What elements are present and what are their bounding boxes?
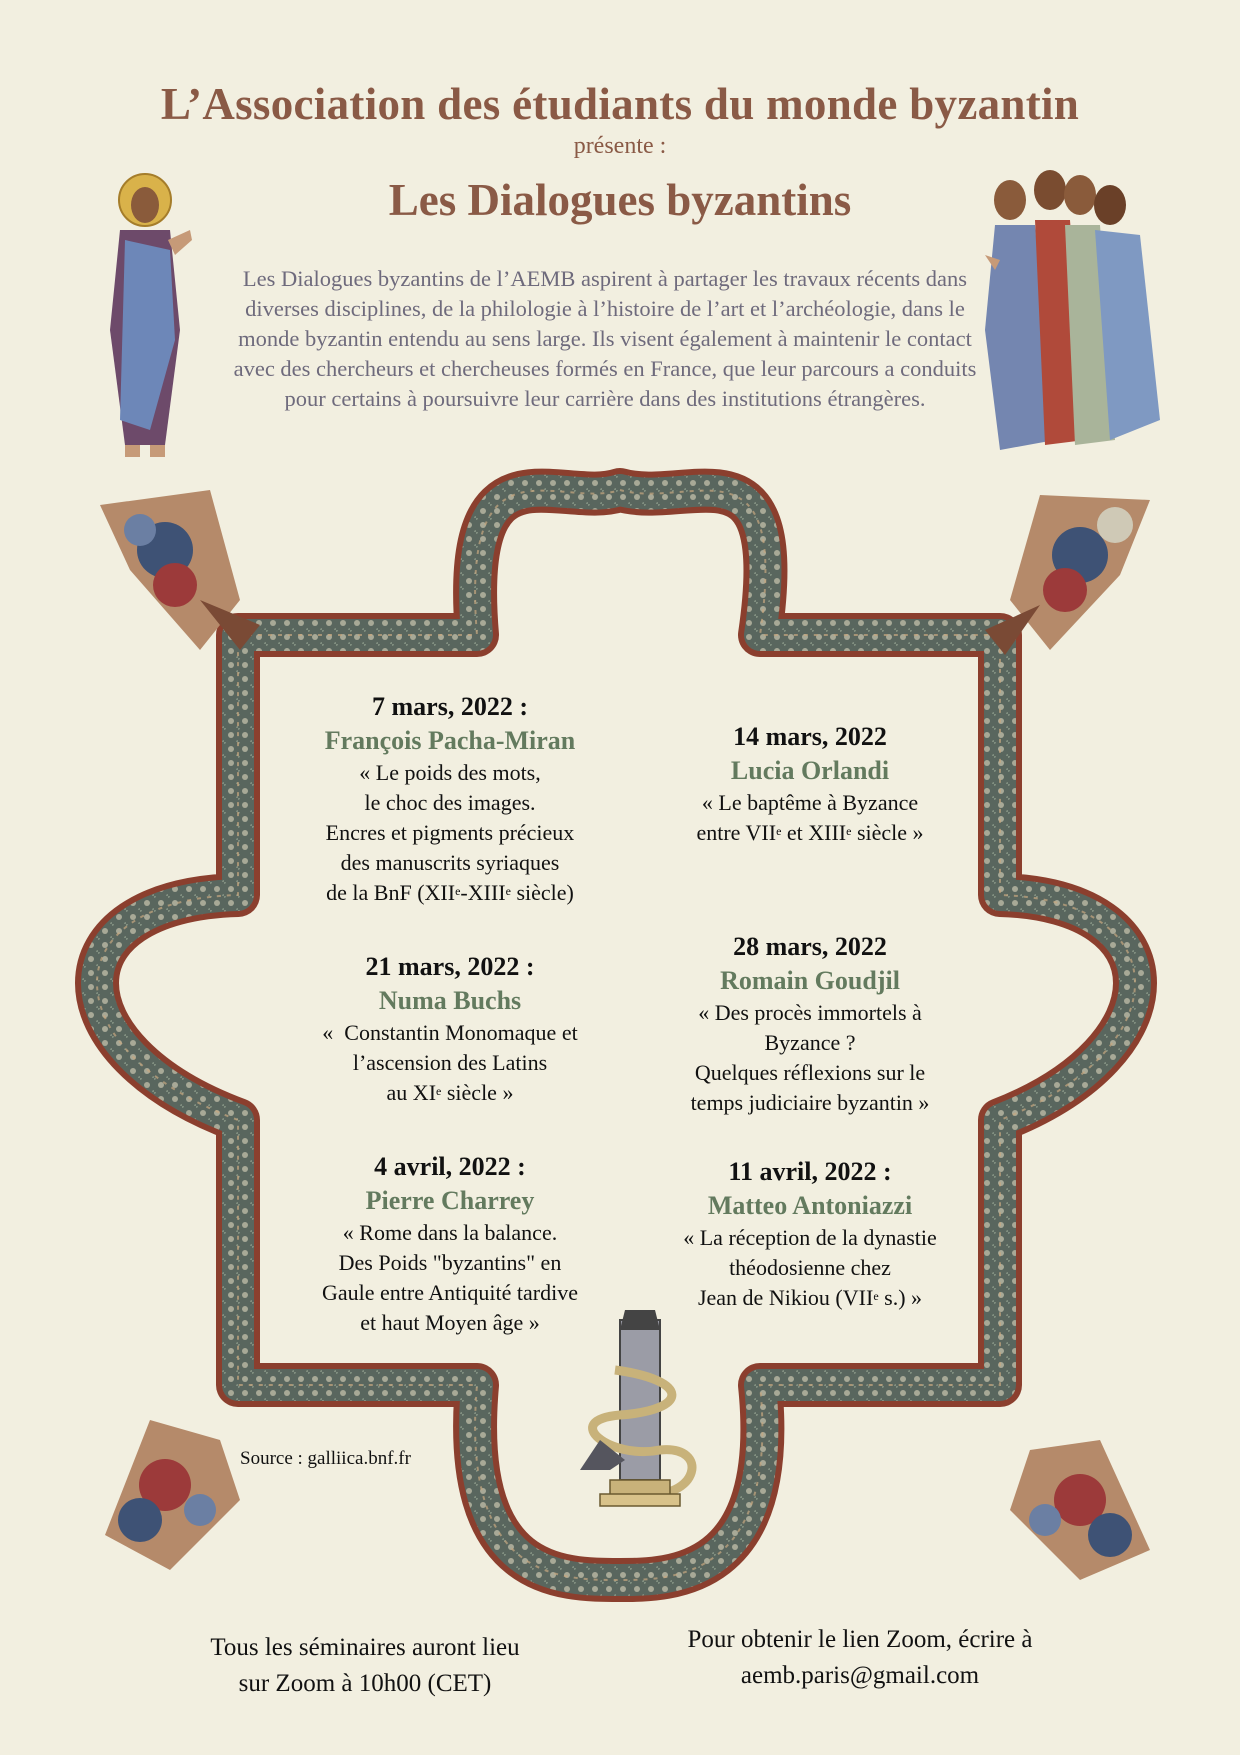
event-date: 11 avril, 2022 : [728,1157,892,1186]
event-date: 21 mars, 2022 : [365,952,535,981]
corner-ornament-top-left [100,490,260,650]
event-date: 7 mars, 2022 : [372,692,528,721]
event-talk: « Le baptême à Byzance entre VIIe et XIIIe siècle » [696,790,924,845]
footer-left-line-2: sur Zoom à 10h00 (CET) [238,1670,492,1697]
footer-zoom-schedule [130,1630,600,1702]
event-3 [270,950,630,1108]
footer-left-line-1: Tous les séminaires auront lieu [210,1634,520,1661]
event-speaker: Matteo Antoniazzi [707,1191,913,1220]
footer-zoom-contact [620,1622,1100,1694]
event-talk: « La réception de la dynastie théodosienne chez Jean de Nikiou (VIIe s.) » [683,1225,937,1310]
event-speaker: Lucia Orlandi [730,756,890,785]
event-speaker: François Pacha-Miran [324,726,576,755]
corner-ornament-bottom-right [1010,1440,1150,1580]
event-2 [630,720,990,848]
event-6 [630,1155,990,1313]
corner-ornament-top-right [985,495,1150,655]
event-date: 4 avril, 2022 : [374,1152,526,1181]
contact-email[interactable]: aemb.paris@gmail.com [740,1662,980,1689]
corner-ornament-bottom-left [105,1420,240,1570]
event-talk: « Le poids des mots, le choc des images. Encres et pigments précieux des manuscrits syriaques de la BnF (XIIe-XIIIe siècle) [325,760,575,905]
event-speaker: Pierre Charrey [365,1186,535,1215]
serpent-staff-illustration [580,1310,692,1506]
event-speaker: Numa Buchs [378,986,522,1015]
event-date: 14 mars, 2022 [733,722,887,751]
footer-right-line-1: Pour obtenir le lien Zoom, écrire à [687,1626,1033,1653]
event-5 [270,1150,630,1338]
organization-title: L’Association des étudiants du monde byzantin [160,79,1080,129]
event-talk: « Rome dans la balance. Des Poids "byzantins" en Gaule entre Antiquité tardive et haut Moyen âge » [322,1220,578,1335]
series-title: Les Dialogues byzantins [388,175,852,225]
event-talk: « Constantin Monomaque et l’ascension des Latins au XIe siècle » [322,1020,578,1105]
image-source-credit: Source : galliica.bnf.fr [240,1448,411,1469]
event-1 [270,690,630,908]
presents-text: présente : [573,133,667,159]
intro-paragraph: Les Dialogues byzantins de l’AEMB aspirent à partager les travaux récents dans diverses disciplines, de la philologie à l’histoire de l’art et l’archéologie, dans le monde byzantin entendu au sens large. Ils visent également à maintenir le contact avec des chercheurs et chercheuses formés en France, que leur parcours a conduits pour certains à poursuivre leur carrière dans des institutions étrangères. [233,266,977,411]
event-speaker: Romain Goudjil [720,966,900,995]
event-date: 28 mars, 2022 [733,932,887,961]
event-4 [630,930,990,1118]
event-talk: « Des procès immortels à Byzance ? Quelques réflexions sur le temps judiciaire byzantin » [690,1000,930,1115]
